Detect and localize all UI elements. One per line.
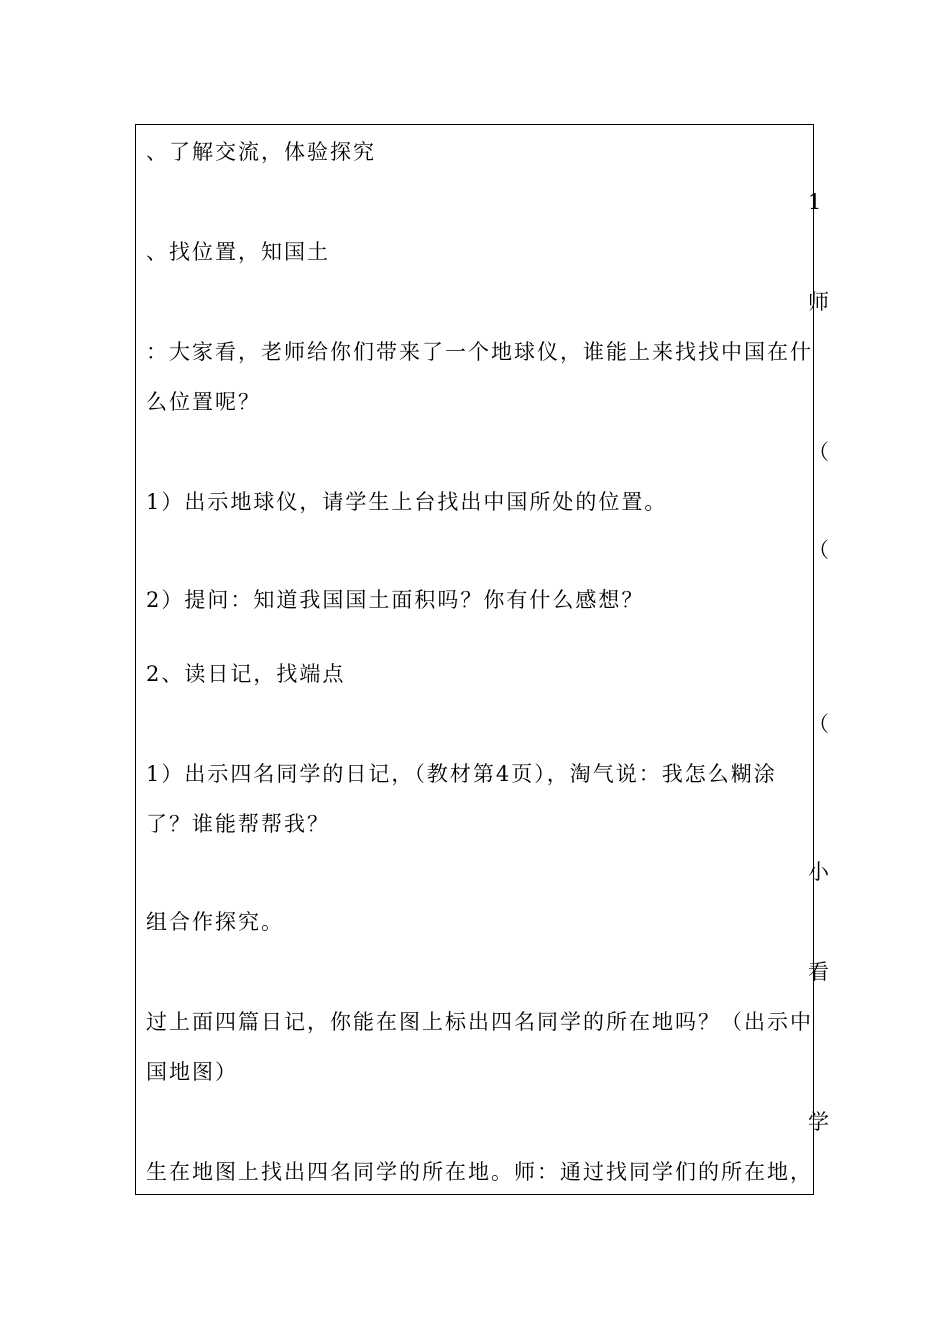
text-line-10: 组合作探究。 bbox=[146, 910, 284, 934]
text-line-6: 2）提问：知道我国国土面积吗？你有什么感想？ bbox=[146, 588, 645, 612]
text-line-4: 么位置呢？ bbox=[146, 390, 261, 414]
side-char-2: 师 bbox=[808, 290, 829, 314]
side-char-3: （ bbox=[808, 440, 829, 464]
text-line-8: 1）出示四名同学的日记，（教材第4页），淘气说：我怎么糊涂 bbox=[146, 762, 777, 786]
side-char-5: （ bbox=[808, 712, 829, 736]
text-line-7: 2、读日记，找端点 bbox=[146, 662, 346, 686]
document-frame bbox=[135, 124, 829, 1195]
text-line-11: 过上面四篇日记，你能在图上标出四名同学的所在地吗？（出示中 bbox=[146, 1010, 813, 1034]
side-char-8: 学 bbox=[808, 1110, 829, 1134]
text-line-9: 了？谁能帮帮我？ bbox=[146, 812, 330, 836]
side-char-1: 1 bbox=[808, 190, 822, 214]
text-line-2: 、找位置，知国土 bbox=[146, 240, 330, 264]
side-char-4: （ bbox=[808, 538, 829, 562]
side-char-6: 小 bbox=[808, 860, 829, 884]
text-line-5: 1）出示地球仪，请学生上台找出中国所处的位置。 bbox=[146, 490, 668, 514]
text-line-13: 生在地图上找出四名同学的所在地。师：通过找同学们的所在地， bbox=[146, 1160, 813, 1184]
side-char-7: 看 bbox=[808, 960, 829, 984]
text-line-1: 、了解交流，体验探究 bbox=[146, 140, 376, 164]
text-line-3: ：大家看，老师给你们带来了一个地球仪，谁能上来找找中国在什 bbox=[146, 340, 813, 364]
text-line-12: 国地图） bbox=[146, 1060, 238, 1084]
